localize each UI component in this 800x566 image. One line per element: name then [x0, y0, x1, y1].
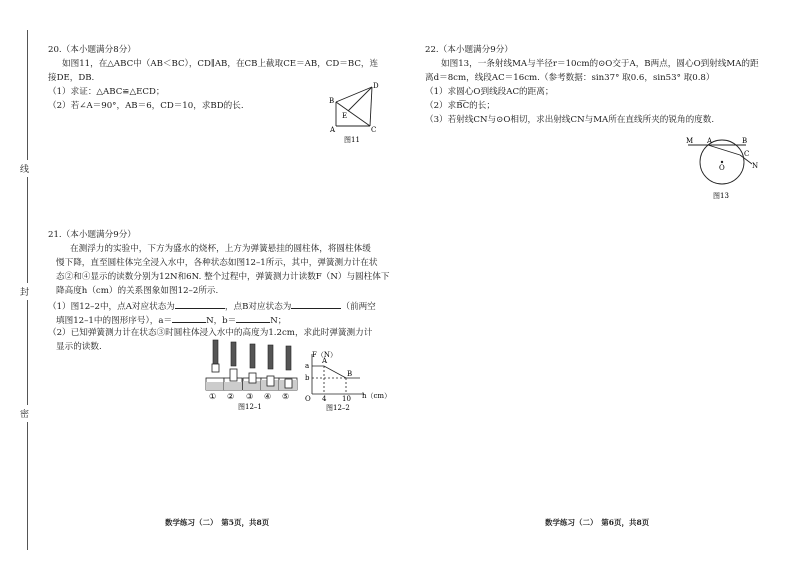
q20-stem-line2: 接DE，DB. — [48, 73, 95, 83]
q21-part1-text-b: ，点B对应状态为 — [224, 302, 292, 312]
answer-blank-a-value[interactable] — [172, 313, 206, 323]
q20-fig-label-b: B — [329, 97, 335, 105]
q21-fig2-label-a: a — [305, 362, 310, 370]
q22-part2: （2）求B͡C的长； — [425, 101, 495, 111]
q21-fig2-caption: 图12–2 — [326, 404, 350, 412]
q22-stem-line2: 离d＝8cm，线段AC＝16cm.（参考数据：sin37° 取0.6，sin53° 取0.8） — [425, 73, 715, 83]
q20-fig-label-c: C — [371, 126, 377, 134]
q22-stem-line1: 如图13，一条射线MA与半径r＝10cm的⊙O交于A，B两点，圆心O到射线MA的距 — [441, 59, 759, 69]
q21-stem-line3: 态②和④显示的读数分别为12N和6N. 整个过程中，弹簧测力计读数F（N）与圆柱体下 — [56, 272, 390, 282]
q21-part1-line2 — [56, 313, 286, 328]
q21-fig2-point-a: A — [322, 357, 328, 365]
q22-fig-label-n: N — [752, 162, 759, 170]
q22-fig-label-o: O — [719, 164, 725, 172]
q22-fig-label-c: C — [744, 150, 750, 158]
state-label-4: ④ — [264, 392, 272, 401]
q21-stem-line2: 慢下降，直至圆柱体完全浸入水中，各种状态如图12–1所示，其中，弹簧测力计在状 — [56, 258, 378, 268]
q21-figure-12-2 — [298, 348, 394, 412]
q21-fig2-label-b: b — [305, 374, 310, 382]
q21-part1-text-a: （1）图12–2中，点A对应状态为 — [48, 302, 175, 312]
q20-fig-caption: 图11 — [344, 136, 360, 144]
q20-title: 20.（本小题满分8分） — [48, 45, 136, 55]
q22-fig-label-m: M — [686, 137, 694, 145]
q20-part1: （1）求证：△ABC≌△ECD； — [48, 87, 165, 97]
state-label-5: ⑤ — [282, 392, 290, 401]
answer-blank-a-state[interactable] — [175, 299, 225, 309]
q21-part2-line2: 显示的读数. — [56, 342, 102, 352]
q21-fig2-ylabel: F（N） — [312, 351, 337, 359]
q22-fig-label-b: B — [742, 137, 748, 145]
q20-part2: （2）若∠A＝90°，AB＝6，CD＝10，求BD的长. — [48, 101, 244, 111]
binding-char-mi: 密 — [20, 405, 29, 422]
q21-stem-line1: 在测浮力的实验中，下方为盛水的烧杯，上方为弹簧悬挂的圆柱体，将圆柱体缓 — [70, 244, 371, 254]
state-1-apparatus — [206, 340, 224, 390]
q22-fig-label-a: A — [707, 137, 713, 145]
q20-stem-line1: 如图11，在△ABC中（AB＜BC），CD∥AB，在CB上截取CE＝AB，CD＝BC，连 — [62, 59, 379, 69]
q21-fig2-xlabel: h（cm） — [362, 392, 392, 400]
q22-title: 22.（本小题满分9分） — [425, 45, 513, 55]
footer-left-page-number: 数学练习（二） 第5页，共8页 — [165, 518, 270, 527]
q22-part1: （1）求圆心O到线段AC的距离； — [425, 87, 554, 97]
q20-fig-label-d: D — [373, 82, 379, 90]
q20-fig-label-a: A — [330, 126, 336, 134]
q21-fig2-tick-4: 4 — [322, 395, 327, 403]
q21-part1-line1 — [48, 299, 376, 314]
state-label-1: ① — [209, 392, 217, 401]
footer-right-page-number: 数学练习（二） 第6页，共8页 — [545, 518, 650, 527]
q21-part1-text-d: 填图12–1中的图形序号），a＝ — [56, 316, 173, 326]
state-5-apparatus — [279, 346, 297, 390]
q21-title: 21.（本小题满分9分） — [48, 230, 136, 240]
state-label-2: ② — [227, 392, 235, 401]
state-3-apparatus — [243, 344, 261, 390]
state-2-apparatus — [224, 342, 242, 390]
q22-fig-caption: 图13 — [713, 192, 729, 200]
q21-figure-12-1 — [200, 336, 300, 412]
q21-stem-line4: 降高度h（cm）的关系图象如图12–2所示. — [56, 286, 219, 296]
q21-part2-line1: （2）已知弹簧测力计在状态③时圆柱体浸入水中的高度为1.2cm，求此时弹簧测力计 — [48, 328, 373, 338]
q20-fig-label-e: E — [342, 112, 348, 120]
q21-fig1-caption: 图12–1 — [238, 403, 262, 411]
q20-figure-11 — [322, 78, 384, 146]
state-label-3: ③ — [246, 392, 254, 401]
q22-part3: （3）若射线CN与⊙O相切，求出射线CN与MA所在直线所夹的锐角的度数. — [425, 115, 715, 125]
binding-char-feng: 封 — [20, 283, 29, 300]
answer-blank-b-state[interactable] — [291, 299, 341, 309]
q21-part1-text-c: （前两空 — [341, 302, 376, 312]
q21-fig2-origin: O — [305, 395, 311, 403]
state-4-apparatus — [261, 345, 279, 390]
binding-char-xian: 线 — [20, 160, 29, 177]
q21-part1-text-e: N，b＝ — [206, 316, 237, 326]
q22-figure-13 — [680, 134, 762, 202]
answer-blank-b-value[interactable] — [236, 313, 270, 323]
q21-fig2-tick-10: 10 — [342, 395, 351, 403]
q21-fig2-point-b: B — [347, 370, 353, 378]
q21-part1-text-f: N； — [270, 316, 287, 326]
